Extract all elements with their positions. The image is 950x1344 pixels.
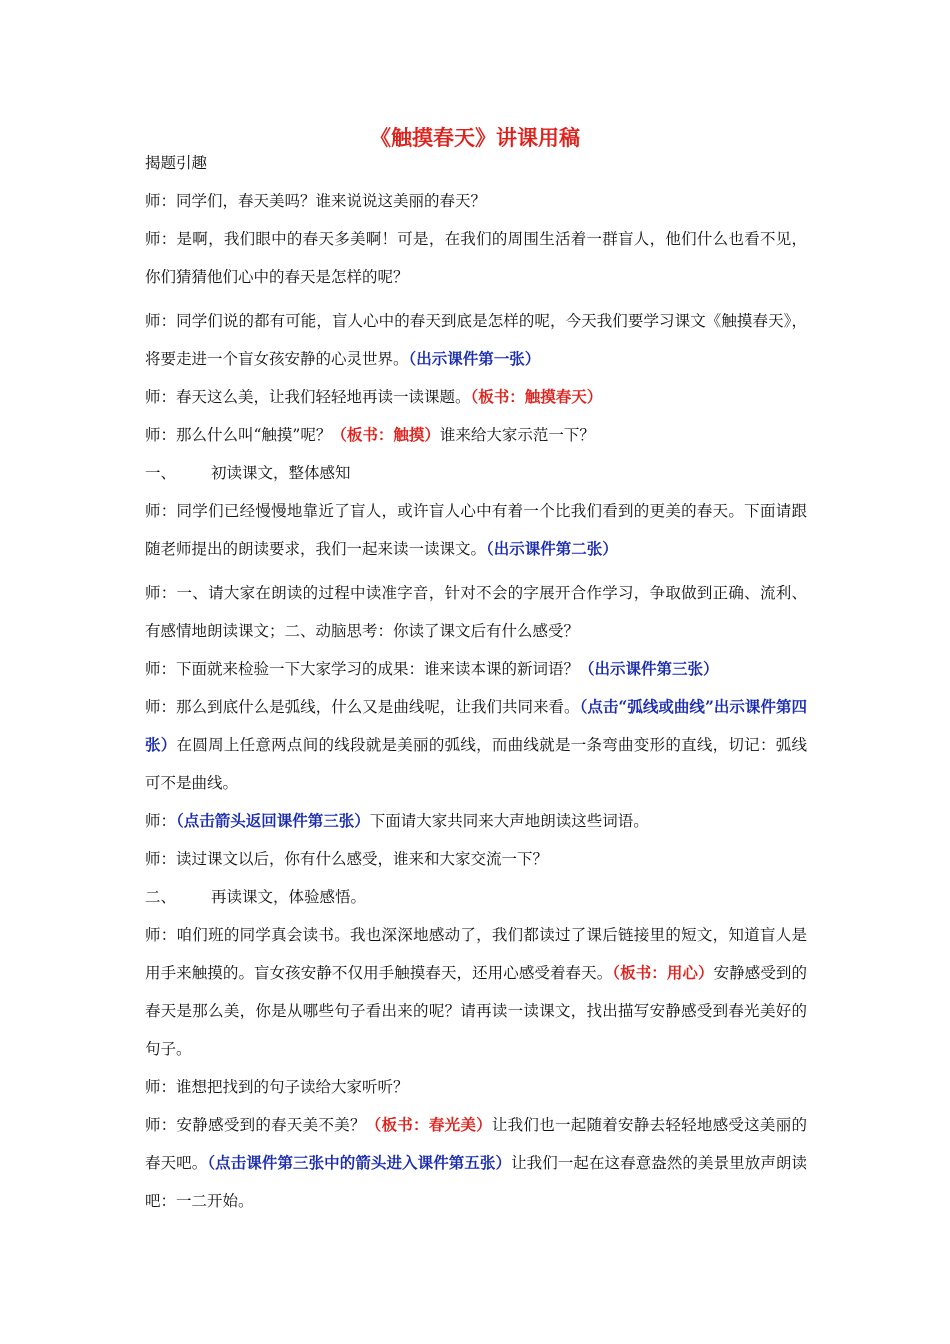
section-title: 初读课文，整体感知 (211, 464, 351, 482)
courseware-note: （点击课件第三张中的箭头进入课件第五张） (207, 1153, 512, 1172)
blackboard-note: （板书：用心） (612, 963, 714, 982)
paragraph-text: 师：那么到底什么是弧线，什么又是曲线呢，让我们共同来看。 (145, 698, 580, 716)
document-title: 《触摸春天》讲课用稿 (370, 125, 580, 150)
courseware-note: （点击箭头返回课件第三张） (176, 811, 370, 830)
paragraph-text: 师：咱们班的同学真会读书。我也深深地感动了，我们都读过了课后链接里的短文，知道盲人是用手来触摸的。盲女孩安静不仅用手触摸春天，还用心感受着春天。 (145, 926, 807, 982)
blackboard-note: （板书：春光美） (365, 1115, 492, 1134)
document-body (145, 150, 807, 1220)
paragraph (145, 808, 807, 834)
paragraph-text: 下面请大家共同来大声地朗读这些词语。 (369, 812, 649, 830)
paragraph-text: 师：安静感受到的春天美不美？ (145, 1116, 366, 1134)
paragraph (145, 492, 807, 568)
intro-heading: 揭题引趣 (145, 154, 208, 172)
paragraph: 师：读过课文以后，你有什么感受，谁来和大家交流一下？ (145, 850, 549, 868)
paragraph (145, 916, 807, 1068)
paragraph: 师：同学们，春天美吗？谁来说说这美丽的春天？ (145, 192, 487, 210)
paragraph (145, 656, 807, 682)
paragraph (145, 302, 807, 378)
courseware-note: （点击“弧线或曲线”出示课件第四张） (145, 697, 807, 754)
blackboard-note: （板书：触摸春天） (470, 387, 603, 406)
paragraph-text: 在圆周上任意两点间的线段就是美丽的弧线，而曲线就是一条弯曲变形的直线，切记：弧线可不是曲线。 (145, 736, 807, 792)
paragraph-text: 师：同学们已经慢慢地靠近了盲人，或许盲人心中有着一个比我们看到的更美的春天。下面请跟随老师提出的朗读要求，我们一起来读一读课文。 (145, 502, 807, 558)
paragraph (145, 422, 807, 448)
paragraph-text: 师：春天这么美，让我们轻轻地再读一读课题。 (145, 388, 471, 406)
paragraph-text: 让我们也一起随着安静去轻轻地感受这美丽的春天吧。 (145, 1116, 807, 1172)
section-heading-1 (145, 460, 807, 486)
courseware-note: （出示课件第一张） (408, 349, 541, 368)
paragraph (145, 384, 807, 410)
paragraph (145, 1106, 807, 1220)
paragraph: 师：谁想把找到的句子读给大家听听？ (145, 1078, 409, 1096)
paragraph-text: 安静感受到的春天是那么美，你是从哪些句子看出来的呢？请再读一读课文，找出描写安静感受到春光美好的句子。 (145, 964, 807, 1058)
paragraph-text: 师：那么什么叫“触摸”呢？ (145, 426, 332, 444)
section-heading-2 (145, 884, 807, 910)
section-number: 一、 (145, 464, 177, 482)
paragraph: 师：一、请大家在朗读的过程中读准字音，针对不会的字展开合作学习，争取做到正确、流利、有感情地朗读课文；二、动脑思考：你读了课文后有什么感受？ (145, 584, 807, 640)
section-number: 二、 (145, 888, 177, 906)
paragraph-text: 师：同学们说的都有可能，盲人心中的春天到底是怎样的呢，今天我们要学习课文《触摸春天》，将要走进一个盲女孩安静的心灵世界。 (145, 312, 807, 368)
paragraph: 师：是啊，我们眼中的春天多美啊！可是，在我们的周围生活着一群盲人，他们什么也看不见，你们猜猜他们心中的春天是怎样的呢？ (145, 230, 807, 286)
blackboard-note: （板书：触摸） (331, 425, 440, 444)
paragraph-text: 师： (145, 812, 177, 830)
paragraph-text: 谁来给大家示范一下？ (439, 426, 595, 444)
courseware-note: （出示课件第二张） (486, 539, 618, 558)
paragraph (145, 688, 807, 802)
paragraph-text: 师：下面就来检验一下大家学习的成果：谁来读本课的新词语？ (145, 660, 580, 678)
paragraph-text: 让我们一起在这春意盎然的美景里放声朗读吧：一二开始。 (145, 1154, 807, 1210)
courseware-note: （出示课件第三张） (579, 659, 719, 678)
section-title: 再读课文，体验感悟。 (211, 888, 367, 906)
